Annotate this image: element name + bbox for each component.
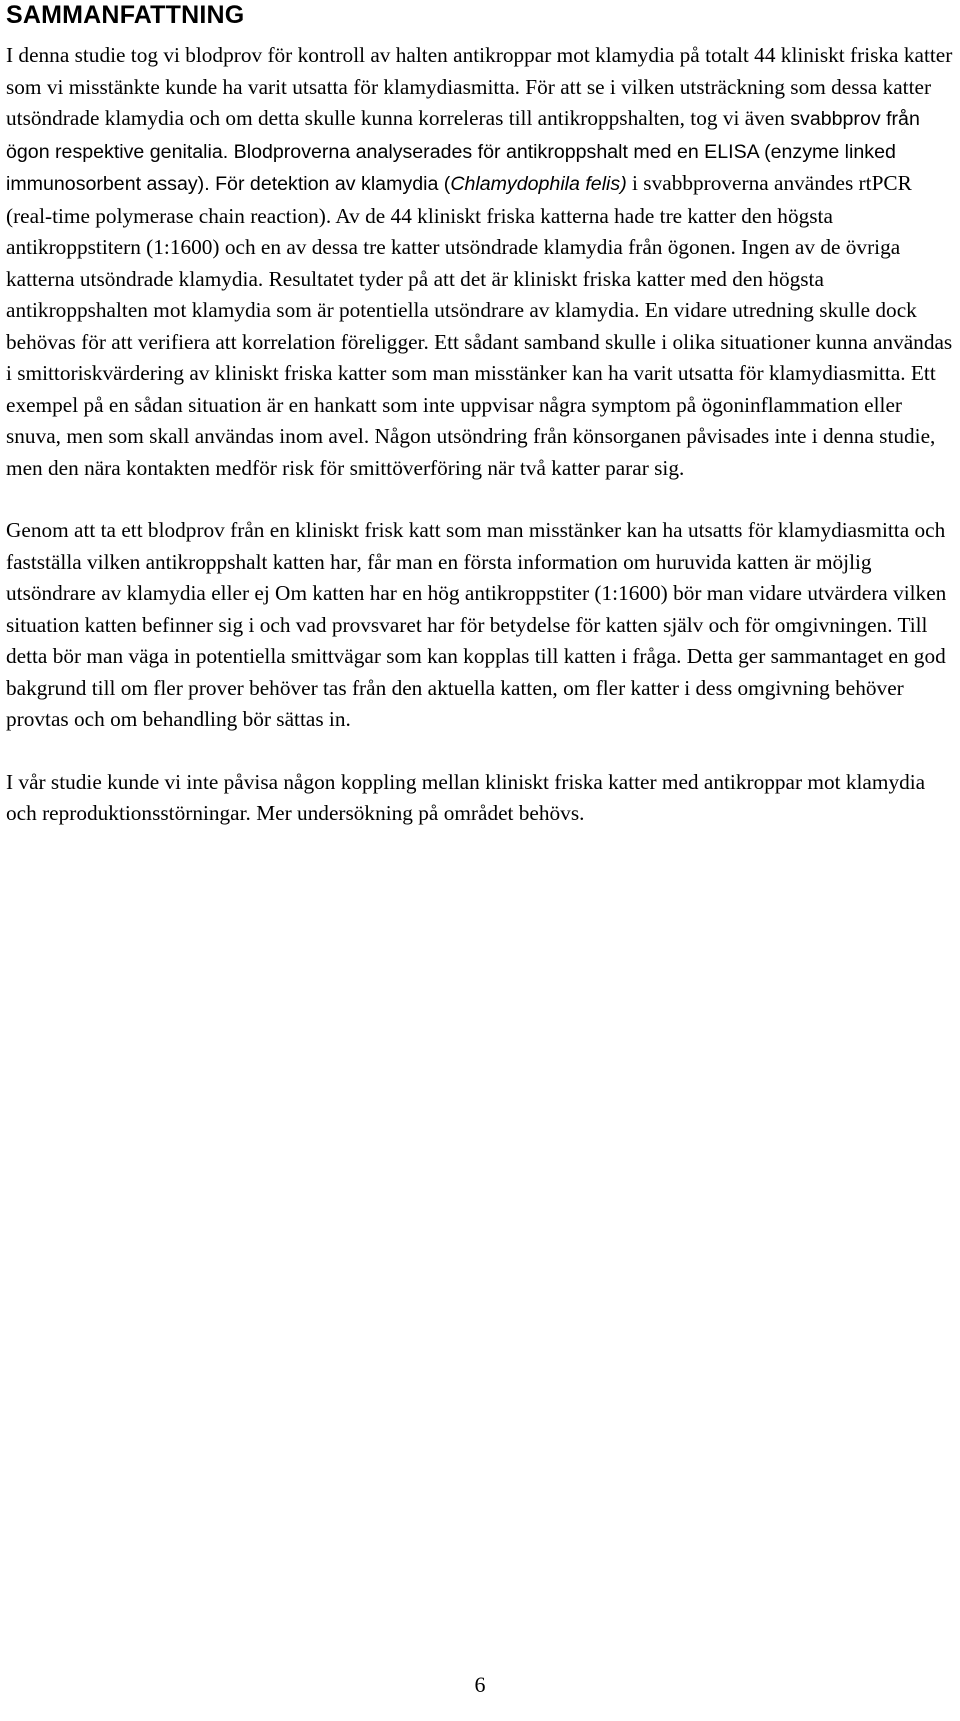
paragraph-1-text-b: svabbprov från ögon respektive genitalia. Blodproverna analyserades för antikroppshalt med en ELISA (enzyme linked immunosorbent assay). För detektion av klamydia ( bbox=[6, 108, 920, 195]
paragraph-1-text-d: Av de 44 kliniskt friska katterna hade tre katter den högsta antikroppstitern (1:1600) och en av dessa tre katter utsöndrade klamydia från ögonen. Ingen av de övriga katterna utsöndrade klamydia. Resultatet tyder på att det är kliniskt friska katter med den högsta antikroppshalten mot klamydia som är potentiella utsöndrare av klamydia. En vidare utredning skulle dock behövas för att verifiera att korrelation föreligger. Ett sådant samband skulle i olika situationer kunna användas i smittoriskvärdering av kliniskt friska katter som man misstänker kan ha varit utsatta för klamydiasmitta. Ett exempel på en sådan situation är en hankatt som inte uppvisar några symptom på ögoninflammation eller snuva, men som skall användas inom avel. Någon utsöndring från könsorganen påvisades inte i denna studie, men den nära kontakten medför risk för smittöverföring när två katter parar sig. bbox=[6, 203, 953, 480]
document-page bbox=[6, 0, 954, 830]
section-heading: SAMMANFATTNING bbox=[6, 1, 245, 29]
paragraph-1-text-c: i svabbproverna användes rtPCR (real-time polymerase chain reaction). bbox=[6, 171, 912, 228]
summary-paragraph-1 bbox=[6, 40, 954, 484]
paragraph-1-text-a: I denna studie tog vi blodprov för kontroll av halten antikroppar mot klamydia på totalt 44 kliniskt friska katter som vi misstänkte kunde ha varit utsatta för klamydiasmitta. För att se i vilken utsträckning som dessa katter utsöndrade klamydia och om detta skulle kunna korreleras till antikroppshalten, tog vi även bbox=[6, 43, 953, 130]
species-name-italic: Chlamydophila felis) bbox=[450, 173, 627, 195]
summary-paragraph-3: I vår studie kunde vi inte påvisa någon koppling mellan kliniskt friska katter med antikroppar mot klamydia och reproduktionsstörningar. Mer undersökning på området behövs. bbox=[6, 769, 926, 825]
summary-paragraph-2: Genom att ta ett blodprov från en kliniskt frisk katt som man misstänker kan ha utsatts för klamydiasmitta och fastställa vilken antikroppshalt katten har, får man en första information om huruvida katten är möjlig utsöndrare av klamydia eller ej Om katten har en hög antikroppstiter (1:1600) bör man vidare utvärdera vilken situation katten befinner sig i och vad provsvaret har för betydelse för katten själv och för omgivningen. Till detta bör man väga in potentiella smittvägar som kan kopplas till katten i fråga. Detta ger sammantaget en god bakgrund till om fler prover behöver tas från den aktuella katten, om fler katter i dess omgivning behöver provtas och om behandling bör sättas in. bbox=[6, 518, 947, 731]
page-number: 6 bbox=[474, 1672, 486, 1697]
